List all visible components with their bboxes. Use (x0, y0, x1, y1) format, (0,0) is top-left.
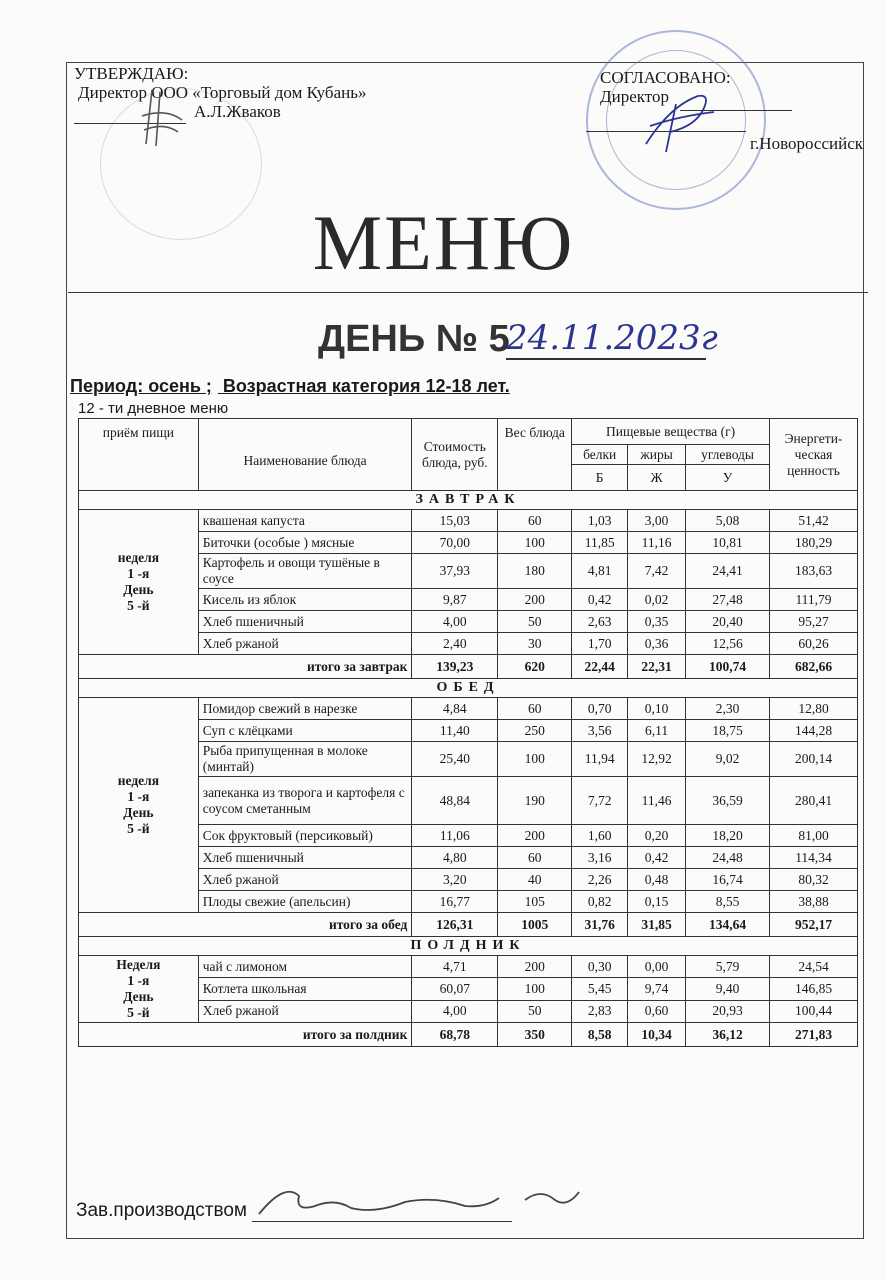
cell-energy: 80,32 (770, 869, 858, 891)
cell-energy: 200,14 (770, 742, 858, 777)
cell-cost: 4,71 (412, 956, 498, 978)
cell-u: 16,74 (686, 869, 770, 891)
cell-zh: 12,92 (628, 742, 686, 777)
dish-name: Суп с клёцками (198, 720, 412, 742)
day-date: 24.11.2023г (506, 318, 718, 358)
cell-cost: 3,20 (412, 869, 498, 891)
total-label: итого за обед (79, 913, 412, 937)
meal-period-label: 1 -я (127, 566, 150, 581)
table-row (79, 510, 858, 532)
header-fat: жиры (628, 445, 686, 465)
header-energy: Энергети- ческая ценность (770, 419, 858, 491)
period-age: Возрастная категория 12-18 лет. (222, 376, 510, 396)
cell-u: 8,55 (686, 891, 770, 913)
cell-b: 0,42 (572, 589, 628, 611)
menu-table (78, 418, 858, 1047)
director-signature (130, 86, 190, 150)
cell-zh: 0,36 (628, 633, 686, 655)
header-b: Б (572, 465, 628, 491)
total-cost: 126,31 (412, 913, 498, 937)
cell-zh: 3,00 (628, 510, 686, 532)
footer-label: Зав.производством (76, 1200, 247, 1221)
total-b: 22,44 (572, 655, 628, 679)
cell-cost: 4,00 (412, 1000, 498, 1022)
cell-u: 24,41 (686, 554, 770, 589)
header-weight: Вес блюда (498, 419, 572, 491)
header-nutrients: Пищевые вещества (г) (572, 419, 770, 445)
section-header-row (79, 937, 858, 956)
cell-b: 3,16 (572, 847, 628, 869)
approval-block (74, 64, 366, 121)
cell-cost: 60,07 (412, 978, 498, 1000)
cell-weight: 40 (498, 869, 572, 891)
total-energy: 682,66 (770, 655, 858, 679)
cell-weight: 200 (498, 956, 572, 978)
dish-name: Хлеб ржаной (198, 869, 412, 891)
total-weight: 1005 (498, 913, 572, 937)
cell-weight: 180 (498, 554, 572, 589)
header-dish: Наименование блюда (198, 419, 412, 491)
table-row (79, 698, 858, 720)
cell-energy: 144,28 (770, 720, 858, 742)
meal-period-label: День (123, 805, 154, 820)
total-cost: 139,23 (412, 655, 498, 679)
cell-u: 2,30 (686, 698, 770, 720)
total-u: 134,64 (686, 913, 770, 937)
total-u: 100,74 (686, 655, 770, 679)
dish-name: Плоды свежие (апельсин) (198, 891, 412, 913)
header-protein: белки (572, 445, 628, 465)
approve-position: Директор ООО «Торговый дом Кубань» (78, 83, 367, 102)
dish-name: Хлеб ржаной (198, 1000, 412, 1022)
cell-cost: 4,00 (412, 611, 498, 633)
cell-zh: 11,16 (628, 532, 686, 554)
cell-weight: 250 (498, 720, 572, 742)
meal-period-label: 5 -й (127, 1005, 150, 1020)
cell-zh: 0,48 (628, 869, 686, 891)
cell-b: 4,81 (572, 554, 628, 589)
cell-weight: 60 (498, 698, 572, 720)
cell-zh: 9,74 (628, 978, 686, 1000)
cell-energy: 95,27 (770, 611, 858, 633)
dish-name: Хлеб пшеничный (198, 611, 412, 633)
page-title: МЕНЮ (312, 199, 575, 286)
cell-u: 9,40 (686, 978, 770, 1000)
cell-energy: 280,41 (770, 777, 858, 825)
cell-cost: 4,80 (412, 847, 498, 869)
cell-b: 1,60 (572, 825, 628, 847)
cell-weight: 100 (498, 532, 572, 554)
dish-name: Картофель и овощи тушёные в соусе (198, 554, 412, 589)
agree-signature (640, 86, 720, 156)
agree-position: Директор (600, 87, 669, 106)
section-title: ЗАВТРАК (79, 491, 858, 510)
cell-weight: 100 (498, 978, 572, 1000)
cell-zh: 0,42 (628, 847, 686, 869)
meal-period-label: неделя (117, 773, 160, 788)
cell-b: 0,82 (572, 891, 628, 913)
cell-zh: 0,15 (628, 891, 686, 913)
meal-period-label: Неделя (116, 957, 161, 972)
cell-cost: 37,93 (412, 554, 498, 589)
cell-u: 24,48 (686, 847, 770, 869)
cell-zh: 0,35 (628, 611, 686, 633)
meal-period-label: День (123, 989, 154, 1004)
cell-b: 3,56 (572, 720, 628, 742)
cell-energy: 114,34 (770, 847, 858, 869)
total-zh: 31,85 (628, 913, 686, 937)
cell-weight: 50 (498, 1000, 572, 1022)
cell-energy: 38,88 (770, 891, 858, 913)
cell-weight: 100 (498, 742, 572, 777)
header-u: У (686, 465, 770, 491)
cell-cost: 25,40 (412, 742, 498, 777)
cell-u: 9,02 (686, 742, 770, 777)
cell-u: 18,20 (686, 825, 770, 847)
cell-cost: 48,84 (412, 777, 498, 825)
table-row (79, 956, 858, 978)
cell-b: 0,30 (572, 956, 628, 978)
period-season: Период: осень ; (70, 376, 212, 396)
cell-energy: 81,00 (770, 825, 858, 847)
total-energy: 952,17 (770, 913, 858, 937)
cell-zh: 11,46 (628, 777, 686, 825)
cell-energy: 183,63 (770, 554, 858, 589)
cell-u: 18,75 (686, 720, 770, 742)
cell-u: 5,79 (686, 956, 770, 978)
cell-weight: 50 (498, 611, 572, 633)
cell-energy: 111,79 (770, 589, 858, 611)
header-carbs: углеводы (686, 445, 770, 465)
total-u: 36,12 (686, 1023, 770, 1047)
dish-name: чай с лимоном (198, 956, 412, 978)
dish-name: запеканка из творога и картофеля с соусом сметанным (198, 777, 412, 825)
cell-cost: 11,40 (412, 720, 498, 742)
cell-b: 2,83 (572, 1000, 628, 1022)
meal-period-label: 5 -й (127, 598, 150, 613)
dish-name: Сок фруктовый (персиковый) (198, 825, 412, 847)
cell-energy: 180,29 (770, 532, 858, 554)
cell-b: 1,70 (572, 633, 628, 655)
cell-zh: 7,42 (628, 554, 686, 589)
total-cost: 68,78 (412, 1023, 498, 1047)
approve-name: А.Л.Жваков (194, 102, 281, 121)
cell-b: 5,45 (572, 978, 628, 1000)
cell-weight: 60 (498, 847, 572, 869)
total-weight: 350 (498, 1023, 572, 1047)
cell-cost: 16,77 (412, 891, 498, 913)
total-row (79, 655, 858, 679)
meal-period-label: День (123, 582, 154, 597)
day-number: ДЕНЬ № 5 (318, 318, 510, 360)
dish-name: Хлеб пшеничный (198, 847, 412, 869)
cell-b: 7,72 (572, 777, 628, 825)
meal-period-cell (79, 510, 199, 655)
total-label: итого за завтрак (79, 655, 412, 679)
cell-u: 36,59 (686, 777, 770, 825)
meal-period-cell (79, 956, 199, 1023)
cell-u: 20,93 (686, 1000, 770, 1022)
cell-u: 10,81 (686, 532, 770, 554)
cell-b: 11,94 (572, 742, 628, 777)
section-header-row (79, 679, 858, 698)
cell-energy: 24,54 (770, 956, 858, 978)
dish-name: Котлета школьная (198, 978, 412, 1000)
cell-cost: 2,40 (412, 633, 498, 655)
cell-b: 2,26 (572, 869, 628, 891)
cell-u: 20,40 (686, 611, 770, 633)
meal-period-cell (79, 698, 199, 913)
dish-name: Кисель из яблок (198, 589, 412, 611)
title-rule (68, 292, 868, 293)
cell-weight: 200 (498, 589, 572, 611)
cell-zh: 0,02 (628, 589, 686, 611)
cell-weight: 105 (498, 891, 572, 913)
total-energy: 271,83 (770, 1023, 858, 1047)
cell-cost: 15,03 (412, 510, 498, 532)
agree-heading: СОГЛАСОВАНО: (600, 68, 731, 87)
cell-energy: 60,26 (770, 633, 858, 655)
meal-period-label: неделя (117, 550, 160, 565)
total-weight: 620 (498, 655, 572, 679)
header-zh: Ж (628, 465, 686, 491)
cell-weight: 60 (498, 510, 572, 532)
cell-b: 2,63 (572, 611, 628, 633)
cell-b: 0,70 (572, 698, 628, 720)
dish-name: Хлеб ржаной (198, 633, 412, 655)
meal-period-label: 1 -я (127, 973, 150, 988)
cell-weight: 190 (498, 777, 572, 825)
dish-name: квашеная капуста (198, 510, 412, 532)
total-zh: 10,34 (628, 1023, 686, 1047)
cell-cost: 11,06 (412, 825, 498, 847)
cell-energy: 51,42 (770, 510, 858, 532)
cell-cost: 9,87 (412, 589, 498, 611)
section-title: ПОЛДНИК (79, 937, 858, 956)
cell-zh: 0,20 (628, 825, 686, 847)
header-meal: приём пищи (79, 419, 199, 491)
footer-signature (255, 1178, 585, 1228)
dish-name: Рыба припущенная в молоке (минтай) (198, 742, 412, 777)
agree-city: г.Новороссийск (750, 134, 864, 153)
total-b: 8,58 (572, 1023, 628, 1047)
cell-energy: 146,85 (770, 978, 858, 1000)
dish-name: Биточки (особые ) мясные (198, 532, 412, 554)
meal-period-label: 1 -я (127, 789, 150, 804)
cell-u: 27,48 (686, 589, 770, 611)
cell-energy: 12,80 (770, 698, 858, 720)
cell-b: 11,85 (572, 532, 628, 554)
cell-weight: 30 (498, 633, 572, 655)
cell-b: 1,03 (572, 510, 628, 532)
cell-energy: 100,44 (770, 1000, 858, 1022)
cell-zh: 0,60 (628, 1000, 686, 1022)
cell-zh: 0,00 (628, 956, 686, 978)
meal-period-label: 5 -й (127, 821, 150, 836)
dish-name: Помидор свежий в нарезке (198, 698, 412, 720)
section-header-row (79, 491, 858, 510)
cell-zh: 0,10 (628, 698, 686, 720)
cell-cost: 4,84 (412, 698, 498, 720)
period-line (70, 376, 516, 397)
cell-u: 5,08 (686, 510, 770, 532)
cell-cost: 70,00 (412, 532, 498, 554)
total-zh: 22,31 (628, 655, 686, 679)
approve-heading: УТВЕРЖДАЮ: (74, 64, 189, 83)
total-row (79, 913, 858, 937)
total-b: 31,76 (572, 913, 628, 937)
cell-zh: 6,11 (628, 720, 686, 742)
total-label: итого за полдник (79, 1023, 412, 1047)
section-title: ОБЕД (79, 679, 858, 698)
header-cost: Стоимость блюда, руб. (412, 419, 498, 491)
total-row (79, 1023, 858, 1047)
cell-u: 12,56 (686, 633, 770, 655)
menu-type: 12 - ти дневное меню (78, 400, 229, 417)
cell-weight: 200 (498, 825, 572, 847)
